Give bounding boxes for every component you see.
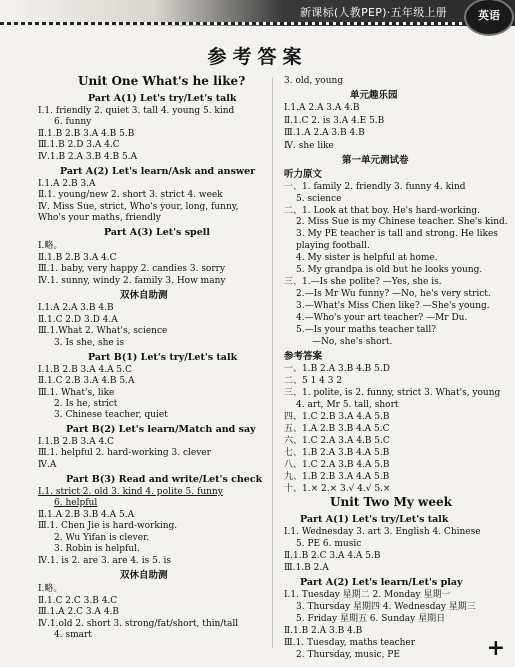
answer-line: 3. Is she, she is [54, 338, 125, 348]
answer-line: Ⅰ.1.B 2.B 3.A 4.C [38, 437, 114, 447]
answer-line: 二、1. Look at that boy. He's hard-working. [284, 206, 481, 216]
answer-line: 4. art, Mr 5. tall, short [296, 400, 399, 410]
answer-line: 4. smart [54, 630, 92, 640]
answer-line: Ⅰ.1.B 2.B 3.A 4.A 5.C [38, 365, 132, 375]
answer-line: 3. Robin is helpful. [54, 544, 140, 554]
answer-line: —No, she's short. [312, 337, 393, 347]
answer-line: 三、1.—Is she polite? —Yes, she is. [284, 277, 442, 287]
answer-line: Ⅲ.1. Tuesday, maths teacher [284, 638, 416, 648]
answer-line: Ⅲ.1.A 2.A 3.B 4.B [284, 128, 365, 138]
section-heading: 单元趣乐园 [350, 90, 398, 101]
answer-line: Ⅲ.1. baby, very happy 2. candies 3. sorry [38, 264, 226, 274]
section-heading: Part A(1) Let's try/Let's talk [88, 93, 237, 104]
answer-line: 一、1. family 2. friendly 3. funny 4. kind [284, 182, 466, 192]
answer-line: Ⅰ.1. Tuesday 星期二 2. Monday 星期一 [284, 590, 451, 600]
answer-line: Ⅲ.1.What 2. What's, science [38, 326, 168, 336]
section-heading: Unit Two My week [330, 495, 452, 509]
answer-line: 3. Chinese teacher, quiet [54, 410, 168, 420]
answer-line: 九、1.B 2.B 3.A 4.A 5.B [284, 472, 390, 482]
answer-line: Ⅲ.1. helpful 2. hard-working 3. clever [38, 448, 211, 458]
section-heading: Part B(3) Read and write/Let's check [66, 474, 263, 485]
answer-line: 5.—Is your maths teacher tall? [296, 325, 437, 335]
answer-line: Ⅱ.1.B 2.B 3.A 4.C [38, 253, 117, 263]
header-stripe [0, 22, 515, 25]
answer-line: 6. funny [54, 117, 92, 127]
answer-line: Ⅰ.1. strict 2. old 3. kind 4. polite 5. funny [38, 487, 223, 497]
answer-line: 三、1. polite, is 2. funny, strict 3. What's, young [284, 388, 501, 398]
answer-line: Ⅳ.1.old 2. short 3. strong/fat/short, thin/tall [38, 619, 239, 629]
header-text: 新课标(人教PEP)·五年级上册 [300, 6, 448, 19]
answer-line: Ⅰ.略。 [38, 241, 63, 251]
answer-line: Ⅲ.1.B 2.D 3.A 4.C [38, 140, 120, 150]
answer-line: 3. My PE teacher is tall and strong. He likes [296, 229, 498, 239]
page-title: 参考答案 [207, 46, 308, 68]
answer-line: Ⅱ.1.A 2.B 3.B 4.A 5.A [38, 510, 135, 520]
answer-line: 六、1.C 2.A 3.A 4.B 5.C [284, 436, 390, 446]
answer-line: Ⅰ.略。 [38, 584, 63, 594]
answer-line: 3. Thursday 星期四 4. Wednesday 星期三 [296, 602, 476, 612]
answer-line: Ⅰ.1. Wednesday 3. art 3. English 4. Chinese [284, 527, 481, 537]
answer-line: Ⅲ.1. What's, like [38, 388, 115, 398]
answer-line: Ⅱ.1.C 2.B 3.A 4.B 5.A [38, 376, 135, 386]
answer-line: 2. Is he, strict [54, 399, 118, 409]
answer-line: playing football. [296, 241, 370, 251]
section-heading: 第一单元测试卷 [342, 155, 409, 166]
answer-line: 3.—What's Miss Chen like? —She's young. [296, 301, 490, 311]
answer-line: Ⅳ.1.B 2.A 3.B 4.B 5.A [38, 152, 138, 162]
answer-line: Ⅱ.1.B 2.B 3.A 4.B 5.B [38, 129, 135, 139]
answer-line: Ⅳ.1. sunny, windy 2. family 3. How many [38, 276, 226, 286]
section-heading: 参考答案 [284, 351, 323, 362]
answer-line: Ⅳ.A [38, 460, 57, 470]
answer-line: Ⅳ. Miss Sue, strict, Who's your, long, funny, [38, 202, 239, 212]
section-heading: Part A(2) Let's learn/Ask and answer [60, 166, 256, 177]
answer-line: Ⅳ.1. is 2. are 3. are 4. is 5. is [38, 556, 172, 566]
answer-line: 2.—Is Mr Wu funny? —No, he's very strict. [296, 289, 491, 299]
subject-badge [464, 0, 514, 36]
section-heading: 双休自助测 [120, 290, 168, 301]
answer-line: Ⅲ.1.A 2.C 3.A 4.B [38, 607, 119, 617]
answer-line: Ⅲ.1. Chen Jie is hard-working. [38, 521, 178, 531]
section-heading: Part B(1) Let's try/Let's talk [88, 352, 238, 363]
answer-line: 5. Friday 星期五 6. Sunday 星期日 [296, 614, 446, 624]
section-heading: Part A(2) Let's learn/Let's play [300, 577, 463, 588]
answer-line: 十、1.× 2.× 3.√ 4.√ 5.× [284, 484, 391, 494]
section-heading: Part A(1) Let's try/Let's talk [300, 514, 449, 525]
answer-line: Ⅱ.1. young/new 2. short 3. strict 4. week [38, 190, 223, 200]
answer-line: 四、1.C 2.B 3.A 4.A 5.B [284, 412, 390, 422]
answer-line: 5. science [296, 194, 342, 204]
corner-mark: + [486, 635, 505, 661]
answer-line: 2. Miss Sue is my Chinese teacher. She's kind. [296, 217, 508, 227]
answer-line: Ⅱ.1.C 2.C 3.B 4.C [38, 596, 118, 606]
answer-line: Ⅲ.1.B 2.A [284, 563, 329, 573]
page-header [0, 0, 515, 36]
section-heading: Part A(3) Let's spell [104, 227, 210, 238]
answer-line: 八、1.C 2.A 3.B 4.A 5.B [284, 460, 390, 470]
answer-line: 4. My sister is helpful at home. [296, 253, 438, 263]
answer-line: Ⅱ.1.C 2. is 3.A 4.E 5.B [284, 116, 385, 126]
answer-line: 5. PE 6. music [296, 539, 362, 549]
section-heading: Part B(2) Let's learn/Match and say [66, 424, 256, 435]
answer-line: Ⅱ.1.B 2.C 3.A 4.A 5.B [284, 551, 381, 561]
answer-line: Who's your maths, friendly [38, 213, 161, 223]
answer-line: Ⅱ.1.B 2.A 3.B 4.B [284, 626, 363, 636]
answer-line: 2. Wu Yifan is clever. [54, 533, 150, 543]
section-heading: 听力原文 [284, 169, 323, 180]
answer-line: Ⅰ.1. friendly 2. quiet 3. tall 4. young 5. kind [38, 106, 235, 116]
answer-line: 3. old, young [284, 76, 344, 86]
answer-line: 七、1.B 2.A 3.B 4.A 5.B [284, 448, 390, 458]
section-heading: 双休自助测 [120, 570, 168, 581]
section-heading: Unit One What's he like? [78, 74, 246, 88]
answer-line: 4.—Who's your art teacher? —Mr Du. [296, 313, 468, 323]
answer-line: 五、1.A 2.B 3.B 4.A 5.C [284, 424, 390, 434]
answer-line: 二、5 1 4 3 2 [284, 376, 343, 386]
answer-line: Ⅰ.1.A 2.A 3.A 4.B [284, 103, 360, 113]
answer-line: Ⅱ.1.C 2.D 3.D 4.A [38, 315, 118, 325]
answer-line: 5. My grandpa is old but he looks young. [296, 265, 483, 275]
answer-line: 一、1.B 2.A 3.B 4.B 5.D [284, 364, 390, 374]
answer-line: 2. Thursday, music, PE [296, 650, 400, 660]
answer-line: 6. helpful [54, 498, 98, 508]
answer-line: Ⅰ.1.A 2.A 3.B 4.B [38, 303, 114, 313]
column-divider [272, 78, 273, 648]
answer-line: Ⅳ. she like [284, 141, 334, 151]
subject-badge-label: 英语 [478, 9, 500, 22]
answer-line: Ⅰ.1.A 2.B 3.A [38, 179, 96, 189]
